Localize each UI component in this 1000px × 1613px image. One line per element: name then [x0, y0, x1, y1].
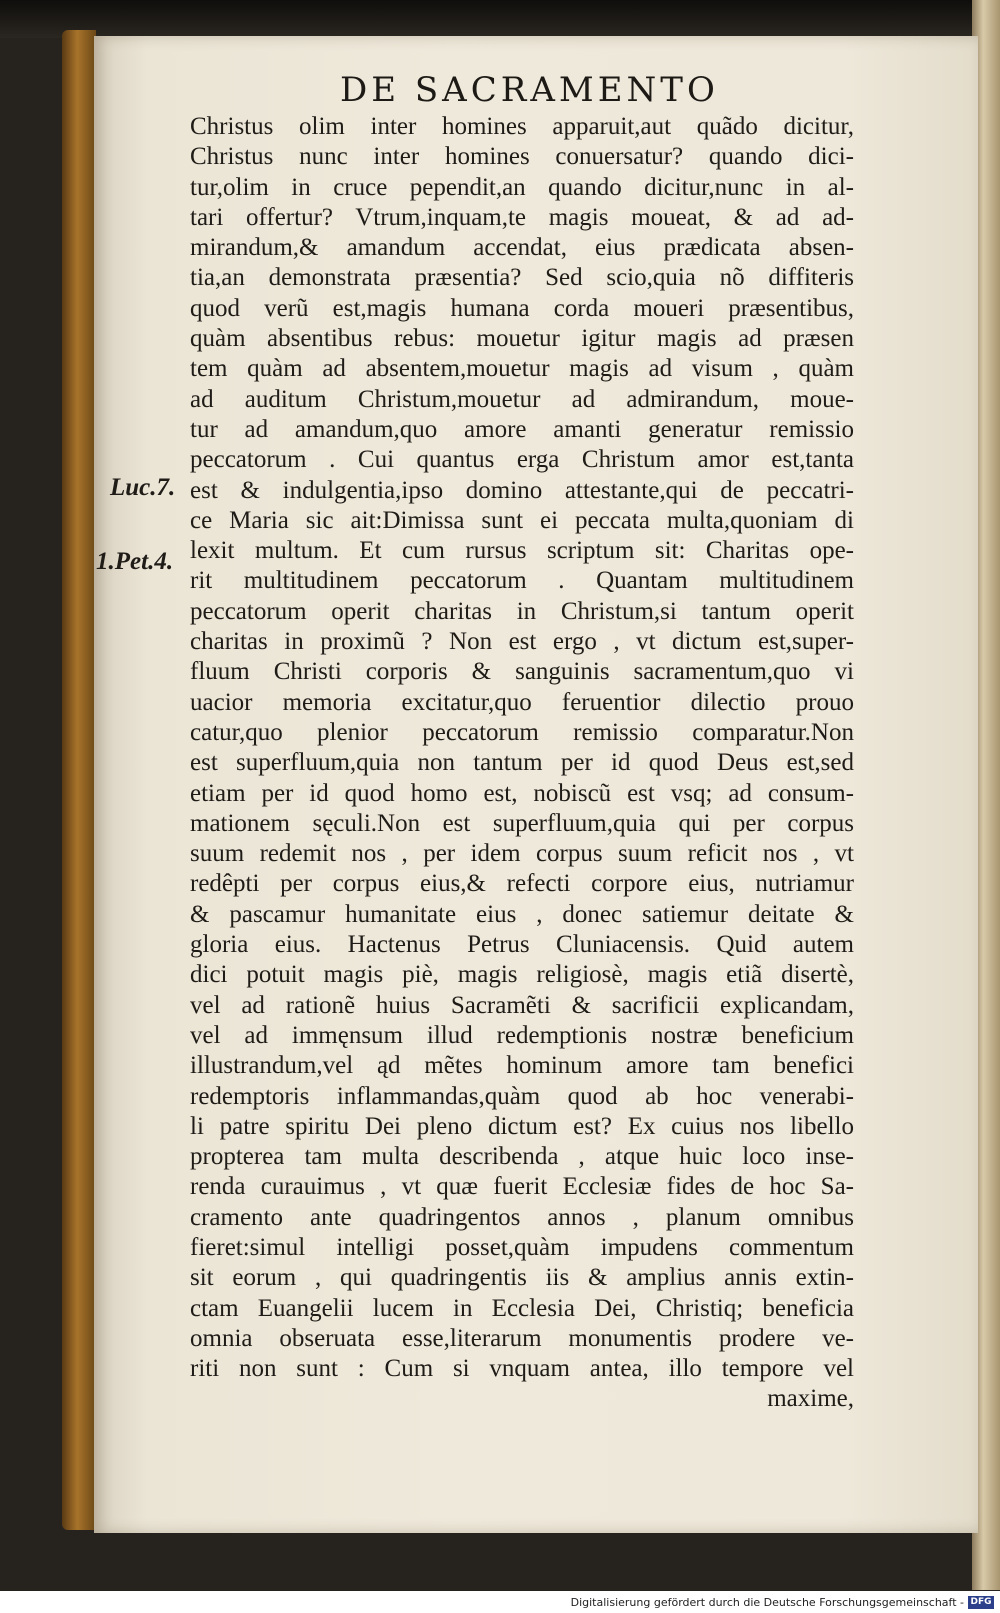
text-line: rit multitudinem peccatorum . Quantam multitudinem [190, 567, 854, 595]
dfg-logo: DFG [968, 1596, 994, 1609]
text-line: renda curauimus , vt quæ fuerit Ecclesiæ fides de hoc Sa- [190, 1173, 854, 1201]
text-line: dici potuit magis piè, magis religiosè, magis etiã disertè, [190, 961, 854, 989]
running-header: DE SACRAMENTO [340, 70, 719, 110]
text-line: li patre spiritu Dei pleno dictum est? Ex cuius nos libello [190, 1112, 854, 1140]
text-line: quàm absentibus rebus: mouetur igitur magis ad præsen [190, 325, 854, 353]
text-line: charitas in proximũ ? Non est ergo , vt dictum est,super- [190, 628, 854, 656]
text-line: quod verũ est,magis humana corda moueri præsentibus, [190, 294, 854, 322]
body-text [190, 112, 854, 1415]
text-line: tia,an demonstrata præsentia? Sed scio,quia nõ diffiteris [190, 264, 854, 292]
book-spine-edge [62, 30, 96, 1530]
text-line: gloria eius. Hactenus Petrus Cluniacensis. Quid autem [190, 931, 854, 959]
marginal-note-pet: 1.Pet.4. [96, 548, 174, 575]
text-line: est & indulgentia,ipso domino attestante,qui de peccatri- [190, 476, 854, 504]
text-line: est superfluum,quia non tantum per id quod Deus est,sed [190, 749, 854, 777]
text-line: etiam per id quod homo est, nobiscũ est vsq; ad consum- [190, 779, 854, 807]
text-line: fluum Christi corporis & sanguinis sacramentum,quo vi [190, 658, 854, 686]
text-line: maxime, [767, 1385, 854, 1413]
text-line: suum redemit nos , per idem corpus suum reficit nos , vt [190, 840, 854, 868]
text-line: vel ad rationẽ huius Sacramẽti & sacrificii explicandam, [190, 991, 854, 1019]
binding-top-edge [0, 0, 1000, 38]
text-line: tari offertur? Vtrum,inquam,te magis moueat, & ad ad- [190, 203, 854, 231]
text-line: ce Maria sic ait:Dimissa sunt ei peccata multa,quoniam di [190, 506, 854, 534]
text-line: tur ad amandum,quo amore amanti generatur remissio [190, 415, 854, 443]
text-line: mirandum,& amandum accendat, eius prædicata absen- [190, 234, 854, 262]
text-line: riti non sunt : Cum si vnquam antea, illo tempore vel [190, 1355, 854, 1383]
text-line: uacior memoria excitatur,quo feruentior dilectio prouo [190, 688, 854, 716]
footer-bar [0, 1591, 1000, 1613]
text-line: illustrandum,vel ąd mẽtes hominum amore tam benefici [190, 1052, 854, 1080]
text-line: cramento ante quadringentos annos , planum omnibus [190, 1203, 854, 1231]
text-line: lexit multum. Et cum rursus scriptum sit: Charitas ope- [190, 537, 854, 565]
marginal-note-luc: Luc.7. [110, 474, 176, 501]
text-line: vel ad immęnsum illud redemptionis nostræ beneficium [190, 1021, 854, 1049]
text-line: peccatorum . Cui quantus erga Christum amor est,tanta [190, 446, 854, 474]
funding-credit: Digitalisierung gefördert durch die Deutsche Forschungsgemeinschaft - [570, 1596, 964, 1609]
text-line: peccatorum operit charitas in Christum,si tantum operit [190, 597, 854, 625]
text-line: mationem sęculi.Non est superfluum,quia qui per corpus [190, 809, 854, 837]
text-line: catur,quo plenior peccatorum remissio comparatur.Non [190, 718, 854, 746]
text-line: ctam Euangelii lucem in Ecclesia Dei, Christiq; beneficia [190, 1294, 854, 1322]
text-line: & pascamur humanitate eius , donec satiemur deitate & [190, 900, 854, 928]
text-line: tur,olim in cruce pependit,an quando dicitur,nunc in al- [190, 173, 854, 201]
text-line: omnia obseruata esse,literarum monumentis prodere ve- [190, 1324, 854, 1352]
text-line: redêpti per corpus eius,& refecti corpore eius, nutriamur [190, 870, 854, 898]
text-line: tem quàm ad absentem,mouetur magis ad visum , quàm [190, 355, 854, 383]
text-line: fieret:simul intelligi posset,quàm impudens commentum [190, 1233, 854, 1261]
text-line: redemptoris inflammandas,quàm quod ab hoc venerabi- [190, 1082, 854, 1110]
text-line: Christus nunc inter homines conuersatur? quando dici- [190, 143, 854, 171]
text-line: propterea tam multa describenda , atque huic loco inse- [190, 1143, 854, 1171]
text-line: ad auditum Christum,mouetur ad admirandum, moue- [190, 385, 854, 413]
text-line: Christus olim inter homines apparuit,aut quãdo dicitur, [190, 113, 854, 140]
text-line: sit eorum , qui quadringentis iis & amplius annis extin- [190, 1264, 854, 1292]
